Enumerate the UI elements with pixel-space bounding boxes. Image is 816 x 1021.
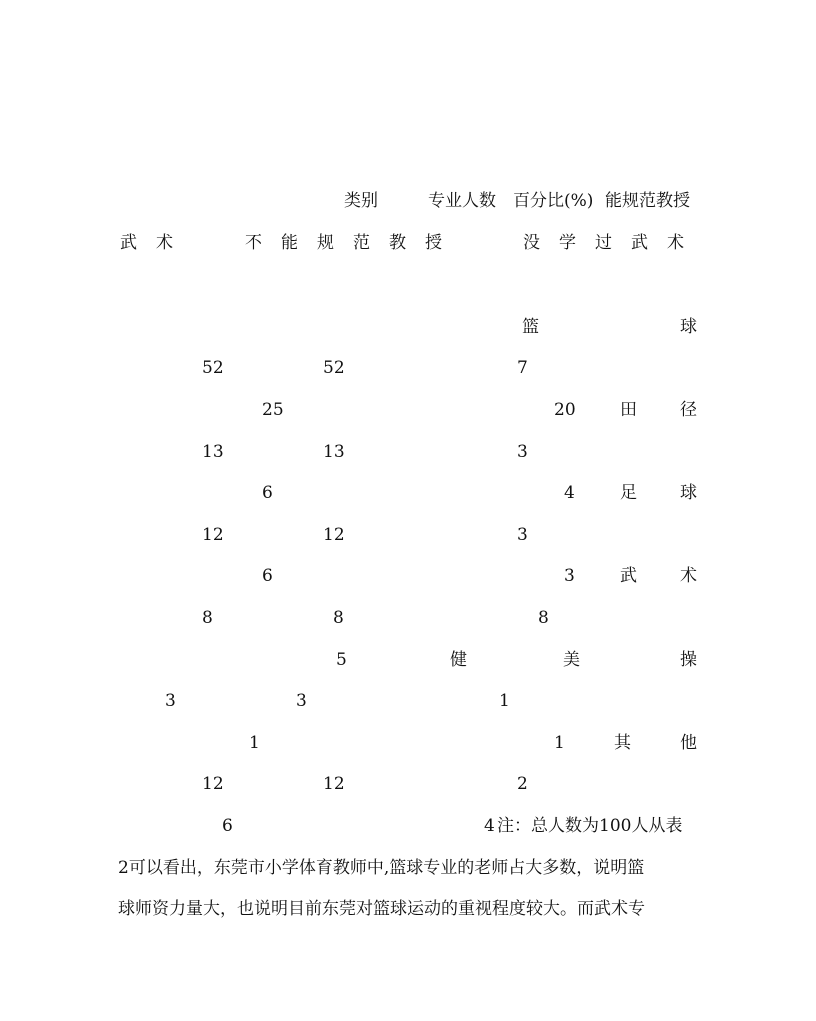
paragraph-line: 球师资力量大，也说明目前东莞对篮球运动的重视程度较大。而武术专 [118,899,645,919]
row-name-last-char: 他 [680,733,697,753]
cell-percent: 13 [323,442,345,462]
cell-percent: 52 [323,358,345,378]
cell-can-teach: 3 [517,442,528,462]
header-wushu: 武术 [120,233,192,253]
cell-can-teach: 2 [517,774,528,794]
row-name-first-char: 健 [450,650,467,670]
cell-can-teach: 1 [499,691,510,711]
cell-major-count: 8 [202,608,213,628]
header-major-count: 专业人数 [428,191,496,211]
header-not-learned: 没学过武术 [523,233,703,253]
cell-major-count: 52 [202,358,224,378]
row-name-first-char: 田 [620,400,637,420]
header-category: 类别 [344,191,378,211]
header-percent: 百分比(%) [513,191,594,211]
cell-not-learned: 20 [554,400,576,420]
header-can-teach: 能规范教授 [605,191,690,211]
row-name-first-char: 篮 [522,317,539,337]
cell-cannot-teach: 5 [336,650,347,670]
note-text: 注：总人数为100人从表 [497,816,683,836]
header-cannot-teach: 不能规范教授 [245,233,461,253]
cell-major-count: 3 [165,691,176,711]
cell-can-teach: 3 [517,525,528,545]
cell-not-learned: 3 [564,566,575,586]
cell-not-learned: 4 [564,483,575,503]
cell-can-teach: 7 [517,358,528,378]
cell-percent: 12 [323,525,345,545]
cell-cannot-teach: 6 [262,483,273,503]
row-name-middle-char: 美 [563,650,580,670]
row-name-last-char: 球 [680,317,697,337]
row-name-first-char: 足 [620,483,637,503]
cell-not-learned: 1 [554,733,565,753]
row-name-last-char: 球 [680,483,697,503]
row-name-last-char: 术 [680,566,697,586]
cell-can-teach: 8 [538,608,549,628]
cell-cannot-teach: 6 [222,816,233,836]
row-name-first-char: 其 [614,733,631,753]
cell-percent: 12 [323,774,345,794]
row-name-last-char: 操 [680,650,697,670]
cell-not-learned: 4 [484,816,495,836]
cell-not-learned-extra: 1 [249,733,260,753]
paragraph-line: 2可以看出，东莞市小学体育教师中,篮球专业的老师占大多数，说明篮 [118,858,645,878]
row-name-first-char: 武 [620,566,637,586]
cell-percent: 8 [333,608,344,628]
row-name-last-char: 径 [680,400,697,420]
cell-percent: 3 [296,691,307,711]
cell-major-count: 12 [202,525,224,545]
cell-cannot-teach: 25 [262,400,284,420]
cell-cannot-teach: 6 [262,566,273,586]
cell-major-count: 12 [202,774,224,794]
cell-major-count: 13 [202,442,224,462]
